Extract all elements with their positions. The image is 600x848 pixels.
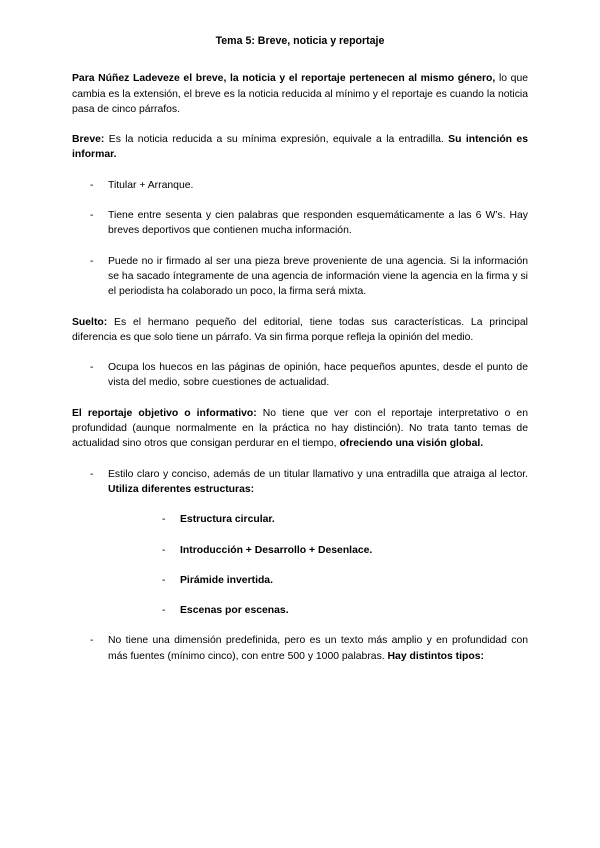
intro-paragraph (72, 71, 528, 117)
structure-item: - Introducción + Desarrollo + Desenlace. (108, 543, 528, 558)
list-item: - Puede no ir firmado al ser una pieza breve proveniente de una agencia. Si la información se ha sacado íntegramente de una agencia de información viene la agencia en la firma y si el periodista ha colaborado un poco, la firma será mixta. (72, 254, 528, 300)
reportaje-text: No tiene que ver con el reportaje interpretativo o en profundidad (aunque normalmente en la práctica no hay distinción). No trata tanto temas de actualidad sino otros que consigan perdurar en el tiempo, (72, 407, 528, 450)
reportaje-item2-bold: Hay distintos tipos: (387, 650, 484, 662)
intro-text: lo que cambia es la extensión, el breve es la noticia reducida al mínimo y el reportaje es cuando la noticia pasa de cinco párrafos. (72, 73, 529, 115)
breve-bold-end: Su intención es informar. (72, 134, 528, 161)
suelto-text: Es el hermano pequeño del editorial, tiene todas sus características. La principal diferencia es que solo tiene un párrafo. Va sin firma porque refleja la opinión del medio. (72, 316, 528, 343)
suelto-list (72, 360, 528, 391)
reportaje-item1-bold: Utiliza diferentes estructuras: (108, 483, 255, 495)
list-item (72, 467, 528, 619)
reportaje-item1-text: Estilo claro y conciso, además de un titular llamativo y una entradilla que atraiga al lector. (108, 468, 528, 480)
breve-list (72, 178, 528, 300)
structure-item: - Escenas por escenas. (108, 603, 528, 618)
breve-label: Breve: (72, 134, 105, 146)
structures-list (108, 512, 528, 618)
intro-bold: Para Núñez Ladeveze el breve, la noticia y el reportaje pertenecen al mismo género, (72, 73, 496, 85)
reportaje-bold-end: ofreciendo una visión global. (339, 438, 484, 450)
reportaje-paragraph (72, 406, 528, 452)
document-page (72, 34, 528, 679)
structure-item: - Pirámide invertida. (108, 573, 528, 588)
reportaje-label: El reportaje objetivo o informativo: (72, 407, 257, 419)
list-item: - Tiene entre sesenta y cien palabras que responden esquemáticamente a las 6 W’s. Hay breves deportivos que contienen mucha información. (72, 208, 528, 239)
list-item: - Titular + Arranque. (72, 178, 528, 193)
suelto-label: Suelto: (72, 316, 108, 328)
list-item: - Ocupa los huecos en las páginas de opinión, hace pequeños apuntes, desde el punto de vista del medio, sobre cuestiones de actualidad. (72, 360, 528, 391)
suelto-paragraph (72, 315, 528, 346)
breve-paragraph (72, 132, 528, 163)
reportaje-list (72, 467, 528, 664)
breve-text: Es la noticia reducida a su mínima expresión, equivale a la entradilla. (104, 134, 449, 146)
reportaje-item2-text: No tiene una dimensión predefinida, pero es un texto más amplio y en profundidad con más fuentes (mínimo cinco), con entre 500 y 1000 palabras. (108, 635, 528, 662)
page-title: Tema 5: Breve, noticia y reportaje (215, 35, 385, 47)
structure-item: - Estructura circular. (108, 512, 528, 527)
list-item (72, 633, 528, 664)
